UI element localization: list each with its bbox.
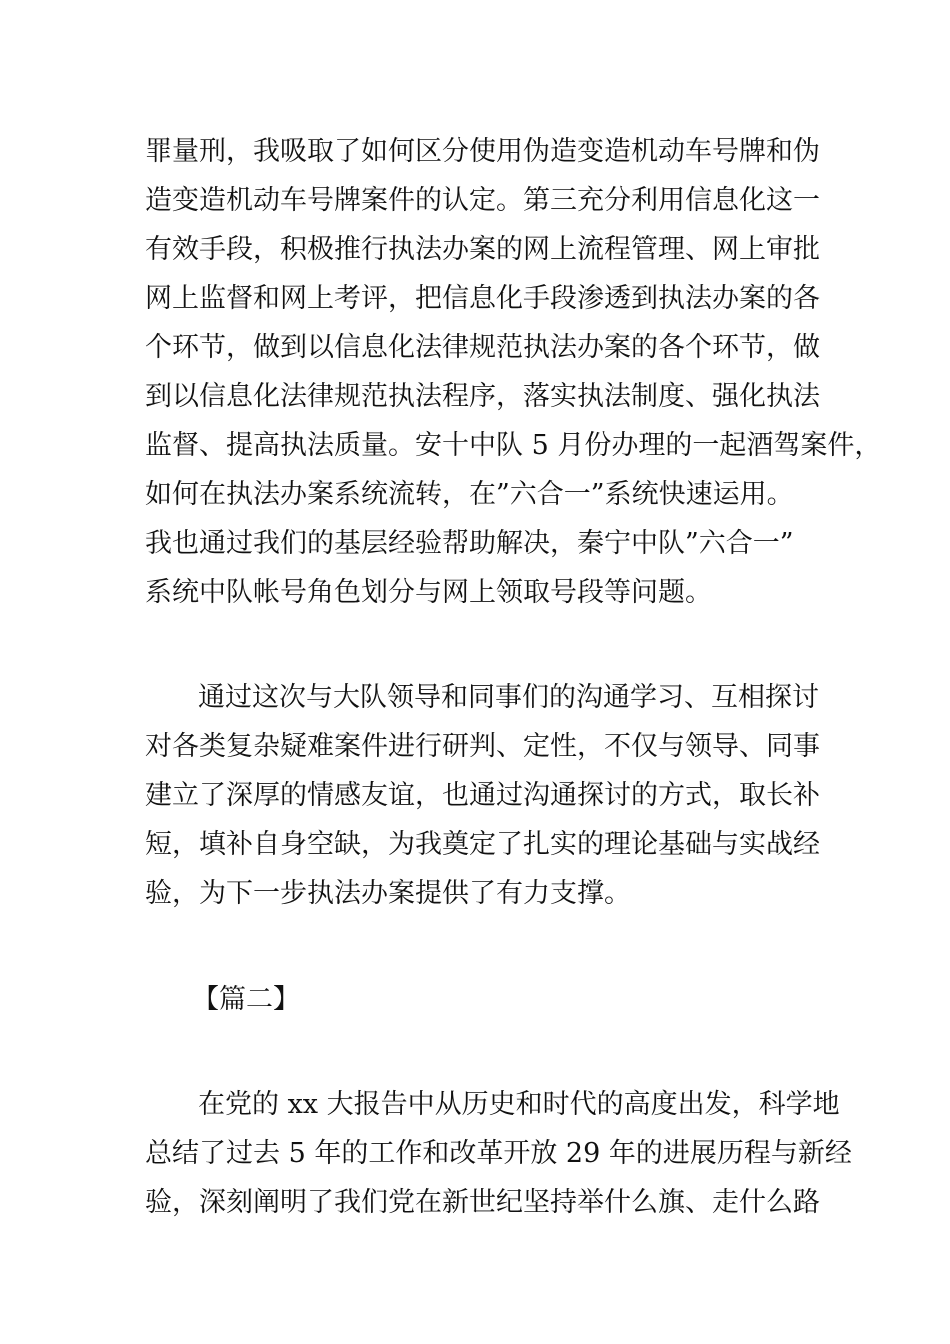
text-line: 总结了过去 5 年的工作和改革开放 29 年的进展历程与新经 bbox=[145, 1138, 852, 1169]
text-line: 如何在执法办案系统流转，在”六合一”系统快速运用。 bbox=[145, 479, 794, 510]
section-heading: 【篇二】 bbox=[192, 984, 300, 1015]
text-line: 对各类复杂疑难案件进行研判、定性，不仅与领导、同事 bbox=[145, 731, 820, 762]
text-line: 系统中队帐号角色划分与网上领取号段等问题。 bbox=[145, 577, 712, 608]
text-line: 有效手段，积极推行执法办案的网上流程管理、网上审批 bbox=[145, 234, 820, 265]
text-line: 通过这次与大队领导和同事们的沟通学习、互相探讨 bbox=[198, 682, 819, 713]
text-line: 验，深刻阐明了我们党在新世纪坚持举什么旗、走什么路 bbox=[145, 1187, 820, 1218]
text-line: 短，填补自身空缺，为我奠定了扎实的理论基础与实战经 bbox=[145, 829, 820, 860]
text-line: 监督、提高执法质量。安十中队 5 月份办理的一起酒驾案件， bbox=[145, 430, 882, 461]
text-line: 罪量刑，我吸取了如何区分使用伪造变造机动车号牌和伪 bbox=[145, 136, 820, 167]
text-line: 建立了深厚的情感友谊，也通过沟通探讨的方式，取长补 bbox=[145, 780, 820, 811]
text-line: 到以信息化法律规范执法程序，落实执法制度、强化执法 bbox=[145, 381, 820, 412]
text-line: 验，为下一步执法办案提供了有力支撑。 bbox=[145, 878, 631, 909]
text-line: 个环节，做到以信息化法律规范执法办案的各个环节，做 bbox=[145, 332, 820, 363]
text-line: 在党的 xx 大报告中从历史和时代的高度出发，科学地 bbox=[198, 1089, 840, 1120]
text-line: 我也通过我们的基层经验帮助解决，秦宁中队”六合一” bbox=[145, 528, 794, 559]
text-line: 造变造机动车号牌案件的认定。第三充分利用信息化这一 bbox=[145, 185, 820, 216]
text-line: 网上监督和网上考评，把信息化手段渗透到执法办案的各 bbox=[145, 283, 820, 314]
